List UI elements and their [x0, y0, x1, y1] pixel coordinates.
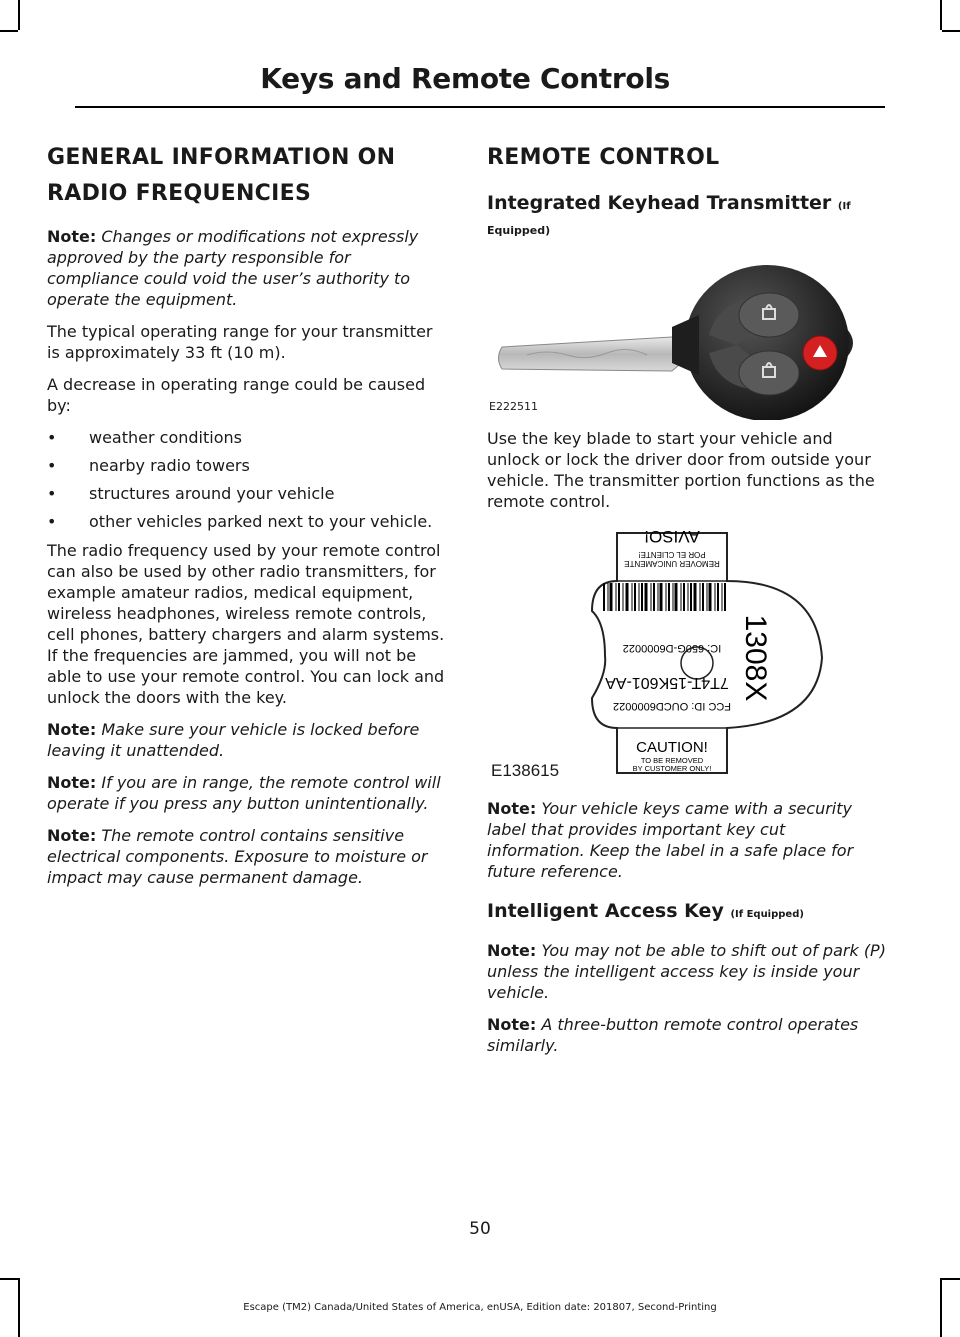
note-paragraph: [47, 772, 447, 814]
note-paragraph: [47, 825, 447, 888]
label-remover-line2: POR EL CLIENTE!: [638, 550, 706, 559]
header-rule: [75, 106, 885, 108]
bullet-glyph: •: [47, 428, 57, 447]
section-heading: [47, 140, 447, 212]
body-paragraph: Use the key blade to start your vehicle and unlock or lock the driver door from outside your vehicle. The transmitter portion functions as the remote control.: [487, 429, 875, 511]
right-column: [487, 140, 887, 1067]
note-paragraph: [47, 719, 447, 761]
body-paragraph: The typical operating range for your transmitter is approximately 33 ft (10 m).: [47, 322, 433, 362]
label-removed-line1: TO BE REMOVED: [640, 756, 704, 765]
crop-mark: [942, 30, 960, 32]
note-label: Note:: [47, 773, 97, 792]
body-paragraph: The radio frequency used by your remote control can also be used by other radio transmitters, for example amateur radios, medical equipment, wireless headphones, wireless remote controls, cell phones, battery chargers and alarm systems. If the frequencies are jammed, you will not be able to use your remote control. You can lock and unlock the doors with the key.: [47, 541, 445, 707]
label-ic: IC: 650G-D6000022: [622, 642, 722, 654]
body-paragraph: A decrease in operating range could be caused by:: [47, 375, 426, 415]
note-paragraph: [47, 226, 447, 310]
section-heading: REMOTE CONTROL: [487, 145, 720, 170]
list-item-text: nearby radio towers: [89, 456, 250, 475]
label-fcc: FCC ID: OUCD6000022: [613, 700, 731, 712]
crop-mark: [942, 1278, 960, 1280]
crop-mark: [0, 30, 18, 32]
note-label: Note:: [47, 227, 97, 246]
list-item: [47, 455, 447, 476]
note-paragraph: [487, 940, 887, 1003]
subsection-title: Integrated Keyhead Transmitter: [487, 192, 832, 214]
key-illustration: [487, 245, 887, 420]
page-header-title: Keys and Remote Controls: [260, 62, 670, 95]
subsection-qualifier: (If Equipped): [730, 909, 804, 920]
figure-code: E138615: [491, 761, 560, 780]
list-item: [47, 427, 447, 448]
note-text: If you are in range, the remote control will operate if you press any button unintentionally.: [47, 773, 441, 813]
note-text: Make sure your vehicle is locked before leaving it unattended.: [47, 720, 420, 760]
bullet-glyph: •: [47, 512, 57, 531]
crop-mark: [18, 0, 20, 30]
heading-line: RADIO FREQUENCIES: [47, 181, 312, 206]
label-aviso: AVISO!: [644, 527, 700, 546]
note-label: Note:: [47, 720, 97, 739]
note-label: Note:: [47, 826, 97, 845]
bullet-list: [47, 427, 447, 532]
list-item-text: other vehicles parked next to your vehicle.: [89, 512, 433, 531]
note-paragraph: [487, 798, 887, 882]
label-remover-line1: REMOVER UNICAMENTE: [624, 559, 720, 568]
subsection-qualifier: Equipped): [487, 224, 551, 237]
page-number: 50: [469, 1219, 491, 1239]
key-figure: [487, 245, 887, 420]
figure-code: E222511: [489, 400, 538, 413]
crop-mark: [940, 0, 942, 30]
note-label: Note:: [487, 1015, 537, 1034]
list-item-text: weather conditions: [89, 428, 242, 447]
note-paragraph: [487, 1014, 887, 1056]
list-item-text: structures around your vehicle: [89, 484, 335, 503]
label-part-number: 7T4T-15K601-AA: [605, 674, 729, 691]
note-label: Note:: [487, 941, 537, 960]
label-key-code: 1308X: [739, 614, 772, 702]
subsection-heading: [487, 190, 887, 220]
list-item: [47, 511, 447, 532]
label-removed-line2: BY CUSTOMER ONLY!: [632, 764, 712, 773]
note-text: Your vehicle keys came with a security label that provides important key cut information. Keep the label in a safe place for future reference.: [487, 799, 854, 881]
bullet-glyph: •: [47, 484, 57, 503]
bullet-glyph: •: [47, 456, 57, 475]
left-column: [47, 140, 447, 899]
note-label: Note:: [487, 799, 537, 818]
list-item: [47, 483, 447, 504]
subsection-heading: [487, 898, 887, 928]
page-footer: Escape (TM2) Canada/United States of America, enUSA, Edition date: 201807, Second-Printing: [243, 1302, 717, 1313]
security-label-illustration: [487, 523, 887, 788]
note-text: A three-button remote control operates similarly.: [487, 1015, 859, 1055]
heading-line: GENERAL INFORMATION ON: [47, 145, 396, 170]
security-label-figure: [487, 523, 887, 788]
note-text: The remote control contains sensitive electrical components. Exposure to moisture or impact may cause permanent damage.: [47, 826, 428, 887]
subsection-title: Intelligent Access Key: [487, 900, 724, 922]
crop-mark: [0, 1278, 18, 1280]
note-text: You may not be able to shift out of park (P) unless the intelligent access key is inside your vehicle.: [487, 941, 886, 1002]
note-text: Changes or modifications not expressly approved by the party responsible for compliance could void the user’s authority to operate the equipment.: [47, 227, 419, 309]
label-caution: CAUTION!: [636, 739, 708, 756]
subsection-qualifier: (If: [837, 201, 851, 212]
